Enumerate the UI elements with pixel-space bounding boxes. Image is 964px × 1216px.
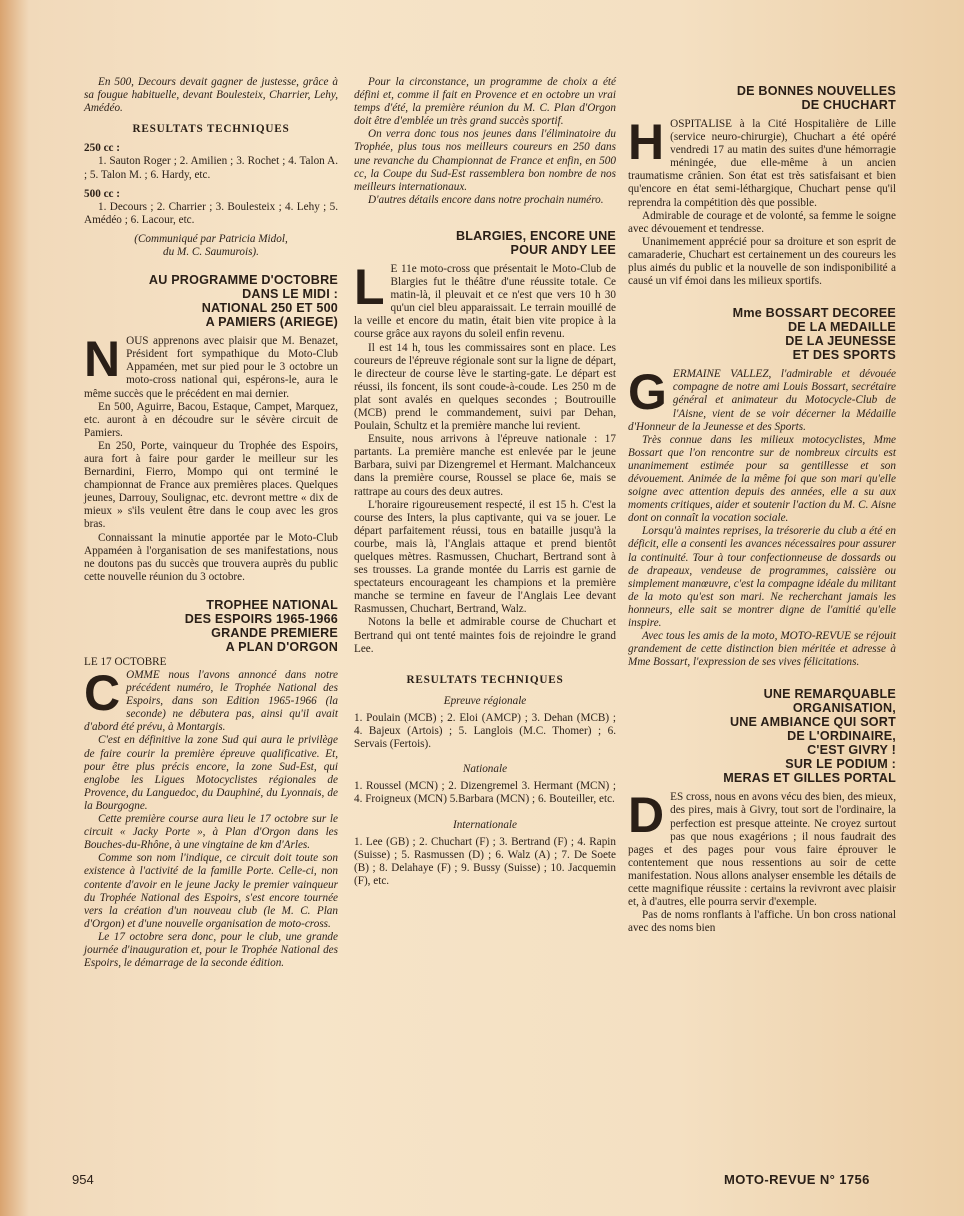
article-title-chuchart [628,84,896,112]
article-title-bossart [628,306,896,362]
article-paragraph: Le 17 octobre sera donc, pour le club, une grande journée d'inauguration et, pour le Trophée National des Espoirs, le démarrage de la seconde édition. [84,930,338,970]
title-line: DE L'ORDINAIRE, [787,729,896,744]
title-line: TROPHEE NATIONAL [206,597,338,612]
article-paragraph [628,364,896,433]
paragraph-text: ERMAINE VALLEZ, l'admirable et dévouée compagne de notre ami Louis Bossart, secrétaire général et animateur du Motocycle-Club de l'Aisne, vient de se voir décerner la Médaille d'Honneur de la Jeunesse et des Sports. [628,368,896,433]
article-title-blargies [354,229,616,257]
article-paragraph [628,787,896,909]
article-paragraph: Pour la circonstance, un programme de choix a été défini et, comme il fait en Provence et en octobre un vrai temps d'été, la première réunion du M. C. Plan d'Orgon doit être d'emblée un très grand succès sportif. [354,76,616,128]
title-line: DE CHUCHART [801,98,896,112]
title-line: ET DES SPORTS [792,348,896,363]
credit [84,233,338,259]
title-line: ORGANISATION, [792,701,896,716]
article-title-pamiers [84,273,338,329]
article-paragraph: Pas de noms ronflants à l'affiche. Un bon cross national avec des noms bien [628,909,896,935]
class-250-label: 250 cc : [84,142,121,155]
column-middle [354,76,616,894]
dateline: LE 17 OCTOBRE [84,655,167,668]
paragraph-text: OUS apprenons avec plaisir que M. Benazet, Président fort sympathique du Moto-Club Appaméen, met sur pied pour le 3 octobre un moto-cross national qui, espérons-le, aura le même succès que le précédent en mai dernier. [84,335,338,400]
title-line: UNE REMARQUABLE [763,687,896,702]
results-subheading: Nationale [462,763,508,776]
article-paragraph [84,331,338,400]
article-paragraph: On verra donc tous nos jeunes dans l'éliminatoire du Trophée, plus tous nos meilleurs coureurs en 250 dans une revanche du Championnat de France et enfin, en 500 cc, la Coupe du Sud-Est rassemblera bon nombre de nos meilleurs internationaux. [354,128,616,193]
title-line: AU PROGRAMME D'OCTOBRE [148,273,338,288]
article-paragraph: Lorsqu'à maintes reprises, la trésorerie du club a été en déficit, elle a consenti les avances nécessaires pour assurer la continuité. Tour à tour confectionneuse de dossards ou de drapeaux, vendeuse de programmes, caissière ou simplement manœuvre, c'est la compagne idéale du militant de la moto qu'est son mari. Ne recherchant jamais les honneurs, elle sait se montrer digne de l'amitié qu'elle inspire. [628,525,896,629]
article-paragraph: Cette première course aura lieu le 17 octobre sur le circuit « Jacky Porte », à Plan d'Orgon dans les Bouches-du-Rhône, à une vingtaine de km d'Arles. [84,813,338,852]
results-heading: RESULTATS TECHNIQUES [406,673,564,686]
results-heading: RESULTATS TECHNIQUES [132,123,290,136]
title-line: UNE AMBIANCE QUI SORT [729,715,896,730]
article-paragraph: Notons la belle et admirable course de Chuchart et Bertrand qui ont tenté maintes fois de rejoindre le grand Lee. [354,616,616,655]
article-title-trophee [84,598,338,654]
article-paragraph: D'autres détails encore dans notre prochain numéro. [368,193,604,206]
title-line: BLARGIES, ENCORE UNE [455,228,616,243]
title-line: NATIONAL 250 ET 500 [201,301,338,316]
page-number: 954 [72,1172,94,1187]
credit-line: du M. C. Saumurois). [163,246,259,259]
title-line: POUR ANDY LEE [510,242,616,257]
title-line: SUR LE PODIUM : [785,757,896,772]
article-paragraph [354,258,616,342]
class-250-results: 1. Sauton Roger ; 2. Amilien ; 3. Rochet ; 4. Talon A. ; 5. Talon M. ; 6. Hardy, etc. [84,155,338,181]
article-paragraph: L'horaire rigoureusement respecté, il est 15 h. C'est la course des Inters, la plus captivante, qui va se jouer. Le départ parfaitement réussi, tous en bataille jusqu'à la courbe, mais là, l'Anglais attaque et prend bientôt quelques mètres. Rasmussen, Chuchart, Bertrand sont à ses trousses. La grande montée du Larris est garnie de spectateurs encourageant les champions et la première manche se termine en faveur de l'Anglais Lee devant Rasmussen, Chuchart, Bertrand, Walz. [354,498,616,616]
article-paragraph: Avec tous les amis de la moto, MOTO-REVUE se réjouit grandement de cette distinction bien méritée et adresse à Mme Bossart, l'expression de ses vives félicitations. [628,630,896,669]
title-line: GRANDE PREMIERE [211,625,338,640]
title-line: DES ESPOIRS 1965-1966 [184,611,338,626]
article-paragraph: Très connue dans les milieux motocyclistes, Mme Bossart que l'on rencontre sur de nombreux circuits est unanimement estimée pour sa gentillesse et son dévouement. Animée de la même foi que son mari qu'elle soigne avec attention depuis des années, elle a su aux moments critiques, aider et soutenir l'action du M. C. Aisne dont on connaît la vocation sociale. [628,433,896,525]
results-regional: 1. Poulain (MCB) ; 2. Eloi (AMCP) ; 3. Dehan (MCB) ; 4. Bajeux (Artois) ; 5. Langlois (M.C. Thomer) ; 6. Servais (Fertois). [354,711,616,751]
article-paragraph: C'est en définitive la zone Sud qui aura le privilège de faire courir la première épreuve qualificative. Et, pour être plus précis encore, la zone Sud-Est, qui englobe les Ligues Motocyclistes régionales de Provence, du Languedoc, du Dauphiné, du Lyonnais, de la Bourgogne. [84,734,338,812]
paragraph-text: ES cross, nous en avons vécu des bien, des mieux, des pires, mais à Givry, tout sort de l'ordinaire, la perfection est presque atteinte. Ne croyez surtout pas que nous exagérions ; il nous faudrait des pages et des pages pour vous faire éprouver le contentement que nous ressentions au soir de cette manifestation. Nous allons analyser ensemble les détails de cette magnifique réussite : certains la revivront avec plaisir et, à d'autres, elle pourra servir d'exemple. [628,791,896,909]
drop-cap: D [628,787,665,844]
results-subheading: Internationale [452,818,517,831]
column-left [84,76,338,970]
article-paragraph: Connaissant la minutie apportée par le Moto-Club Appaméen à l'organisation de ses manifestations, nous ne doutons pas du succès que trouvera auprès du public cette nouvelle réunion du 3 octobre. [84,531,338,583]
paragraph-text: OSPITALISE à la Cité Hospitalière de Lille (service neuro-chirurgie), Chuchart a été opéré vendredi 17 au matin des suites d'une hémorragie méningée, due elle-même à un ancien traumatisme crânien. Son état est très satisfaisant et bien qu'encore en état semi-léthargique, Chuchart pense qu'il reprendra la compétition dès que possible. [628,118,896,209]
results-national: 1. Roussel (MCN) ; 2. Dizengremel 3. Hermant (MCN) ; 4. Froigneux (MCN) 5.Barbara (MCN) ; 6. Bouteiller, etc. [354,780,616,806]
article-paragraph: En 500, Aguirre, Bacou, Estaque, Campet, Marquez, etc. auront à en découdre sur le sévère circuit de Pamiers. [84,400,338,439]
magazine-issue: MOTO-REVUE N° 1756 [724,1172,870,1187]
article-paragraph [84,665,338,734]
title-line: DANS LE MIDI : [242,287,338,302]
title-line: MERAS ET GILLES PORTAL [723,771,896,786]
drop-cap: L [354,258,385,315]
class-500-results: 1. Decours ; 2. Charrier ; 3. Boulesteix ; 4. Lehy ; 5. Amédéo ; 6. Lacour, etc. [84,200,338,226]
paragraph-text: OMME nous l'avons annoncé dans notre précédent numéro, le Trophée National des Espoirs, dans son Edition 1965-1966 (la seconde) ne débutera pas, ainsi qu'il avait d'abord été prévu, à Montargis. [84,669,338,734]
title-line: C'EST GIVRY ! [807,743,896,758]
drop-cap: H [628,114,665,170]
class-500-label: 500 cc : [84,187,121,200]
credit-line: (Communiqué par Patricia Midol, [134,232,288,245]
results-subheading: Epreuve régionale [443,694,527,707]
title-line: A PLAN D'ORGON [225,639,338,654]
article-paragraph: Admirable de courage et de volonté, sa femme le soigne avec dévouement et tendresse. [628,209,896,235]
intro-paragraph: En 500, Decours devait gagner de justesse, grâce à sa fougue habituelle, devant Boulesteix, Charrier, Lehy, Amédéo. [84,76,338,115]
title-line: DE LA MEDAILLE [788,320,896,335]
article-paragraph [628,114,896,210]
title-line: DE LA JEUNESSE [785,334,896,349]
title-line: Mme BOSSART DECOREE [732,306,896,321]
column-right [628,84,896,935]
results-international: 1. Lee (GB) ; 2. Chuchart (F) ; 3. Bertrand (F) ; 4. Rapin (Suisse) ; 5. Rasmussen (D) ; 6. Walz (A) ; 7. De Soete (B) ; 8. Delahaye (F) ; 9. Bussy (Suisse) ; 10. Jacquemin (F), etc. [354,835,616,887]
drop-cap: N [84,331,121,388]
drop-cap: C [84,665,121,721]
title-line: A PAMIERS (ARIEGE) [205,315,338,330]
article-paragraph: Ensuite, nous arrivons à l'épreuve nationale : 17 partants. La première manche est enlevée par le jeune Barbara, suivi par Dizengremel et Hermant. Malchanceux dans la première course, Roussel se place 6e, mais se rattrape au cours des deux autres. [354,433,616,498]
paragraph-text: E 11e moto-cross que présentait le Moto-Club de Blargies fut le théâtre d'une réussite totale. Ce matin-là, il pleuvait et ce n'est que vers 10 h 30 qu'un ciel bleu apparaissait. Le terrain mouillé de la veille et encore du matin, était bien vite propice à la course grâce aux rayons du soleil enfin revenu. [354,262,616,341]
article-title-givry [628,687,896,785]
article-paragraph: En 250, Porte, vainqueur du Trophée des Espoirs, aura fort à faire pour garder le meilleur sur les Bernardini, Fierro, Mompo qui ont terminé le championnat de France aux premières places. Quelques jeunes, Darrouy, Soulignac, etc. devront mettre « dix de mieux » s'ils veulent être dans le coup avec les gros bras. [84,439,338,531]
article-paragraph: Comme son nom l'indique, ce circuit doit toute son existence à l'activité de la famille Porte. Celle-ci, non contente d'avoir en le jeune Jacky le premier vainqueur du Trophée National des Espoirs, s'est encore tournée vers la création d'un nouveau club (le M. C. Plan d'Orgon) et d'une nouvelle organisation de moto-cross. [84,852,338,930]
article-paragraph: Il est 14 h, tous les commissaires sont en place. Les coureurs de l'épreuve régionale sont sur la ligne de départ, le directeur de course lève le starting-gate. Le départ est réussi, ils foncent, ils sont coude-à-coude. Les 250 m de plat sont avalés en quelques secondes ; Boutrouille (MCB) prend le commandement, suivi par Dehan, Poulain, Schultz et la première manche lui revient. [354,341,616,433]
article-paragraph: Unanimement apprécié pour sa droiture et son esprit de camaraderie, Chuchart est certainement un des coureurs les plus aimés du public et la nouvelle de son indisponibilité a causé un vif émoi dans les milieux sportifs. [628,235,896,288]
title-line: DE BONNES NOUVELLES [736,84,896,98]
drop-cap: G [628,364,667,421]
